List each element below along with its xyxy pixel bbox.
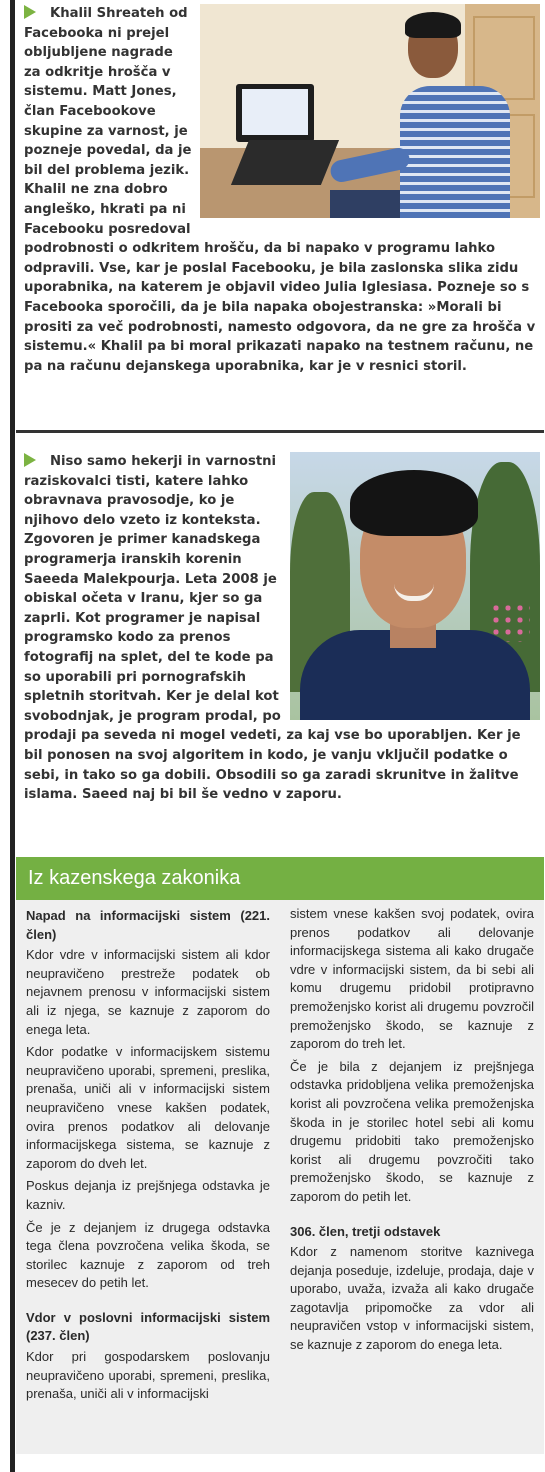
paragraph: Kdor podatke v informacijskem sistemu neupravičeno uporabi, spremeni, preslika, prenaša, uniči ali v informacijski sistem neupravičeno vnese kakšen podatek, ovira prenos podatkov ali delovanje informacijskega sistema, se kaznuje z zaporom do dveh let. xyxy=(26,1044,270,1171)
paragraph: Če je bila z dejanjem iz prejšnjega odstavka pridobljena velika premoženjska korist ali povzročena velika premoženjska škoda in je storilec hotel sebi ali komu drugemu pridobiti tako premoženjsko korist ali drugemu povzročiti tako premoženjsko škodo, se kaznuje z zaporom do petih let. xyxy=(290,1058,534,1204)
triangle-bullet-icon xyxy=(24,453,36,467)
section-title-237: Vdor v poslovni informacijski sistem (237. člen) xyxy=(26,1309,270,1344)
left-margin-bar xyxy=(10,0,15,1472)
paragraph: sistem vnese kakšen svoj podatek, ovira prenos podatkov ali delovanje informacijskega sistema ali kako drugače vdre v informacijski sistem, da bi sebi ali komu drugemu pridobil protipravno premoženjsko korist ali drugemu povzročil premoženjsko škodo, se kaznuje z zaporom do treh let. xyxy=(290,906,534,1052)
article-khalil xyxy=(24,4,540,376)
section-title-306: 306. člen, tretji odstavek xyxy=(290,1223,441,1239)
paragraph: Kdor vdre v informacijski sistem ali kdor neupravičeno prestreže podatek ob nejavnem prenosu v informacijski sistem ali iz njega, se kaznuje z zaporom do enega leta. xyxy=(26,947,270,1037)
paragraph: Kdor pri gospodarskem poslovanju neupravičeno uporabi, spremeni, preslika, prenaša, uniči ali v informacijski xyxy=(26,1349,270,1402)
triangle-bullet-icon xyxy=(24,5,36,19)
section-title-221: Napad na informacijski sistem (221. člen) xyxy=(26,908,270,942)
section-divider xyxy=(16,430,544,433)
article-khalil-body: Khalil Shreateh od Facebooka ni prejel obljubljene nagrade za odkritje hrošča v sistemu. Matt Jones, član Facebookove skupine za varnost, je pozneje povedal, da je bil del problema jezik. Khalil ne zna dobro angleško, hkrati pa ni Facebooku posredoval podrobnosti o odkritem hrošču, da bi napako v programu lahko odpravili. Vse, kar je poslal Facebooku, je bila zaslonska slika zidu uporabnika, na katerem je objavil video Julia Iglesiasa. Pozneje so s Facebooka sporočili, da je bila napaka obojestranska: »Morali bi prositi za več podrobnosti, namesto odgovora, da ne gre za hrošča v sistemu.« Khalil pa bi moral prikazati napako na testnem računu, ne pa na računu dejanskega uporabnika, kar je v resnici storil. xyxy=(24,6,536,374)
photo-man-with-laptop xyxy=(200,4,540,218)
paragraph: Kdor z namenom storitve kaznivega dejanja poseduje, izdeluje, prodaja, daje v uporabo, uvaža, izvaža ali kako drugače zagotavlja pripomočke za vdor ali neupravičen vstop v informacijski sistem, se kaznuje z zaporom do enega leta. xyxy=(290,1244,534,1353)
criminal-code-box xyxy=(16,857,544,1454)
criminal-code-title: Iz kazenskega zakonika xyxy=(16,857,544,900)
criminal-code-left-column xyxy=(26,905,270,1408)
criminal-code-right-column xyxy=(290,905,534,1408)
criminal-code-columns xyxy=(26,905,534,1408)
paragraph: Poskus dejanja iz prejšnjega odstavka je kazniv. xyxy=(26,1178,270,1212)
article-saeed xyxy=(24,452,540,805)
article-saeed-body: Niso samo hekerji in varnostni raziskovalci tisti, katere lahko obravnava pravosodje, ko je njihovo delo vzeto iz konteksta. Zgovoren je primer kanadskega programerja iranskih korenin Saeeda Malekpourja. Leta 2008 je obiskal očeta v Iranu, kjer so ga zaprli. Kot programer je napisal programsko kodo za prenos fotografij na splet, del te kode pa so uporabili pri pornografskih spletnih storitvah. Ker je delal kot svobodnjak, je program prodal, po prodaji pa seveda ni mogel vedeti, za kaj vse bo uporabljen. Ker je bil ponosen na svoj algoritem in kodo, je vanju vključil podatke o sebi, in tako so ga dobili. Obsodili so ga zaradi skrunitve in žalitve islama. Saeed naj bi bil še vedno v zaporu. xyxy=(24,454,521,803)
paragraph: Če je z dejanjem iz drugega odstavka tega člena povzročena velika škoda, se storilec kaznuje z zaporom od treh mesecev do petih let. xyxy=(26,1219,270,1291)
photo-smiling-man-portrait xyxy=(290,452,540,720)
